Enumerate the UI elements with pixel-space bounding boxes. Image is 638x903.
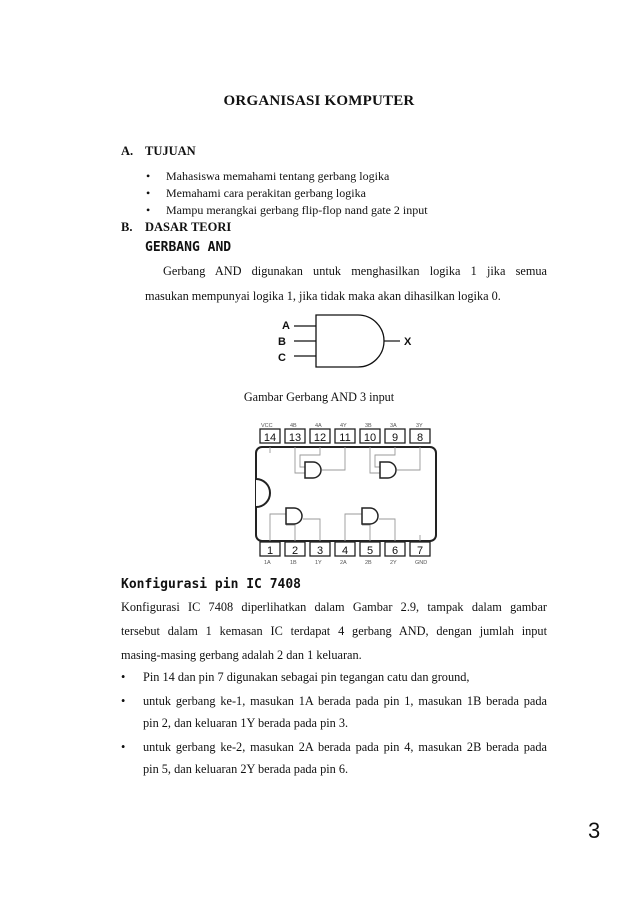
- konfigurasi-bullet-1: • Pin 14 dan pin 7 digunakan sebagai pin tegangan catu dan ground,: [143, 665, 469, 690]
- konfigurasi-line3: masing-masing gerbang adalah 2 dan 1 keluaran.: [121, 648, 362, 662]
- konfigurasi-heading: Konfigurasi pin IC 7408: [121, 577, 302, 592]
- bullet-dot-icon: •: [146, 169, 151, 183]
- ic-pin-number: 4: [341, 545, 349, 557]
- ic-top-label: 4A: [315, 423, 322, 429]
- gate-label-a: A: [282, 320, 290, 332]
- bullet-dot-icon: •: [146, 203, 151, 217]
- gate-label-c: C: [278, 352, 286, 364]
- figure-caption: Gambar Gerbang AND 3 input: [243, 390, 395, 404]
- ic-bottom-label: 1A: [264, 560, 271, 566]
- ic-bottom-label: 1B: [290, 560, 297, 566]
- and-gate-heading: GERBANG AND: [145, 240, 232, 255]
- section-a-title: TUJUAN: [145, 144, 196, 158]
- ic-body: [256, 447, 436, 541]
- ic-top-label: 4Y: [340, 423, 347, 429]
- konfigurasi-bullet-3: • untuk gerbang ke-2, masukan 2A berada pada pin 4, masukan 2B berada pada: [143, 735, 547, 760]
- and-gate-1-icon: [286, 508, 302, 524]
- and-paragraph-line1: Gerbang AND digunakan untuk menghasilkan logika 1 jika semua: [163, 264, 547, 278]
- ic-pin-number: 12: [313, 432, 327, 444]
- section-b-heading: [121, 220, 231, 235]
- konfigurasi-line1: Konfigurasi IC 7408 diperlihatkan dalam Gambar 2.9, tampak dalam gambar: [121, 600, 547, 614]
- page-title: ORGANISASI KOMPUTER: [223, 93, 415, 109]
- ic-top-label: VCC: [261, 423, 273, 429]
- bullet-dot-icon: •: [146, 186, 151, 200]
- section-b-label: B.: [121, 220, 133, 234]
- page-number: 3: [588, 818, 601, 843]
- and-gate-3-icon: [380, 462, 396, 478]
- and-gate-diagram: [270, 310, 430, 370]
- section-a-label: A.: [121, 144, 134, 158]
- konfigurasi-bullet-2-cont: pin 2, dan keluaran 1Y berada pada pin 3.: [143, 716, 349, 730]
- bullet-dot-icon: •: [121, 740, 126, 754]
- and-gate-4-icon: [305, 462, 321, 478]
- bullet-dot-icon: •: [121, 670, 126, 684]
- ic-bottom-label: 2A: [340, 560, 347, 566]
- ic-top-label: 3Y: [416, 423, 423, 429]
- ic-top-label: 3A: [390, 423, 397, 429]
- ic-bottom-label: 2B: [365, 560, 372, 566]
- ic-top-label: 3B: [365, 423, 372, 429]
- section-a-heading: [121, 144, 196, 159]
- ic-pin-number: 14: [263, 432, 277, 444]
- section-b-title: DASAR TEORI: [145, 220, 232, 234]
- tujuan-bullet-2: • Memahami cara perakitan gerbang logika: [146, 186, 366, 200]
- ic-pin-number: 9: [391, 432, 399, 444]
- ic-bottom-label: GND: [415, 560, 428, 566]
- konfigurasi-bullet-3-cont: pin 5, dan keluaran 2Y berada pada pin 6.: [143, 762, 349, 776]
- ic-pin-number: 6: [391, 545, 399, 557]
- ic-7408-pinout-diagram: [252, 421, 442, 567]
- ic-bottom-label: 1Y: [315, 560, 322, 566]
- ic-pin-number: 2: [291, 545, 299, 557]
- ic-pin-number: 5: [366, 545, 374, 557]
- ic-top-label: 4B: [290, 423, 297, 429]
- tujuan-bullet-1: • Mahasiswa memahami tentang gerbang logika: [146, 169, 390, 183]
- ic-pin-number: 1: [266, 545, 274, 557]
- ic-pin-number: 7: [416, 545, 424, 557]
- ic-pin-number: 11: [339, 432, 351, 444]
- ic-pin-number: 8: [416, 432, 424, 444]
- konfigurasi-line2: tersebut dalam 1 kemasan IC terdapat 4 gerbang AND, dengan jumlah input: [121, 624, 547, 638]
- bullet-dot-icon: •: [121, 694, 126, 708]
- and-gate-symbol-icon: [316, 315, 384, 367]
- and-gate-2-icon: [362, 508, 378, 524]
- ic-pin-number: 3: [316, 545, 324, 557]
- ic-bottom-label: 2Y: [390, 560, 397, 566]
- konfigurasi-bullet-2: • untuk gerbang ke-1, masukan 1A berada pada pin 1, masukan 1B berada pada: [143, 689, 547, 714]
- gate-label-b: B: [278, 336, 286, 348]
- ic-pin-number: 13: [288, 432, 302, 444]
- gate-label-x: X: [404, 336, 412, 348]
- tujuan-bullet-3: • Mampu merangkai gerbang flip-flop nand gate 2 input: [146, 203, 428, 217]
- and-paragraph-line2: masukan mempunyai logika 1, jika tidak maka akan dihasilkan logika 0.: [145, 289, 501, 303]
- ic-pin-number: 10: [363, 432, 377, 444]
